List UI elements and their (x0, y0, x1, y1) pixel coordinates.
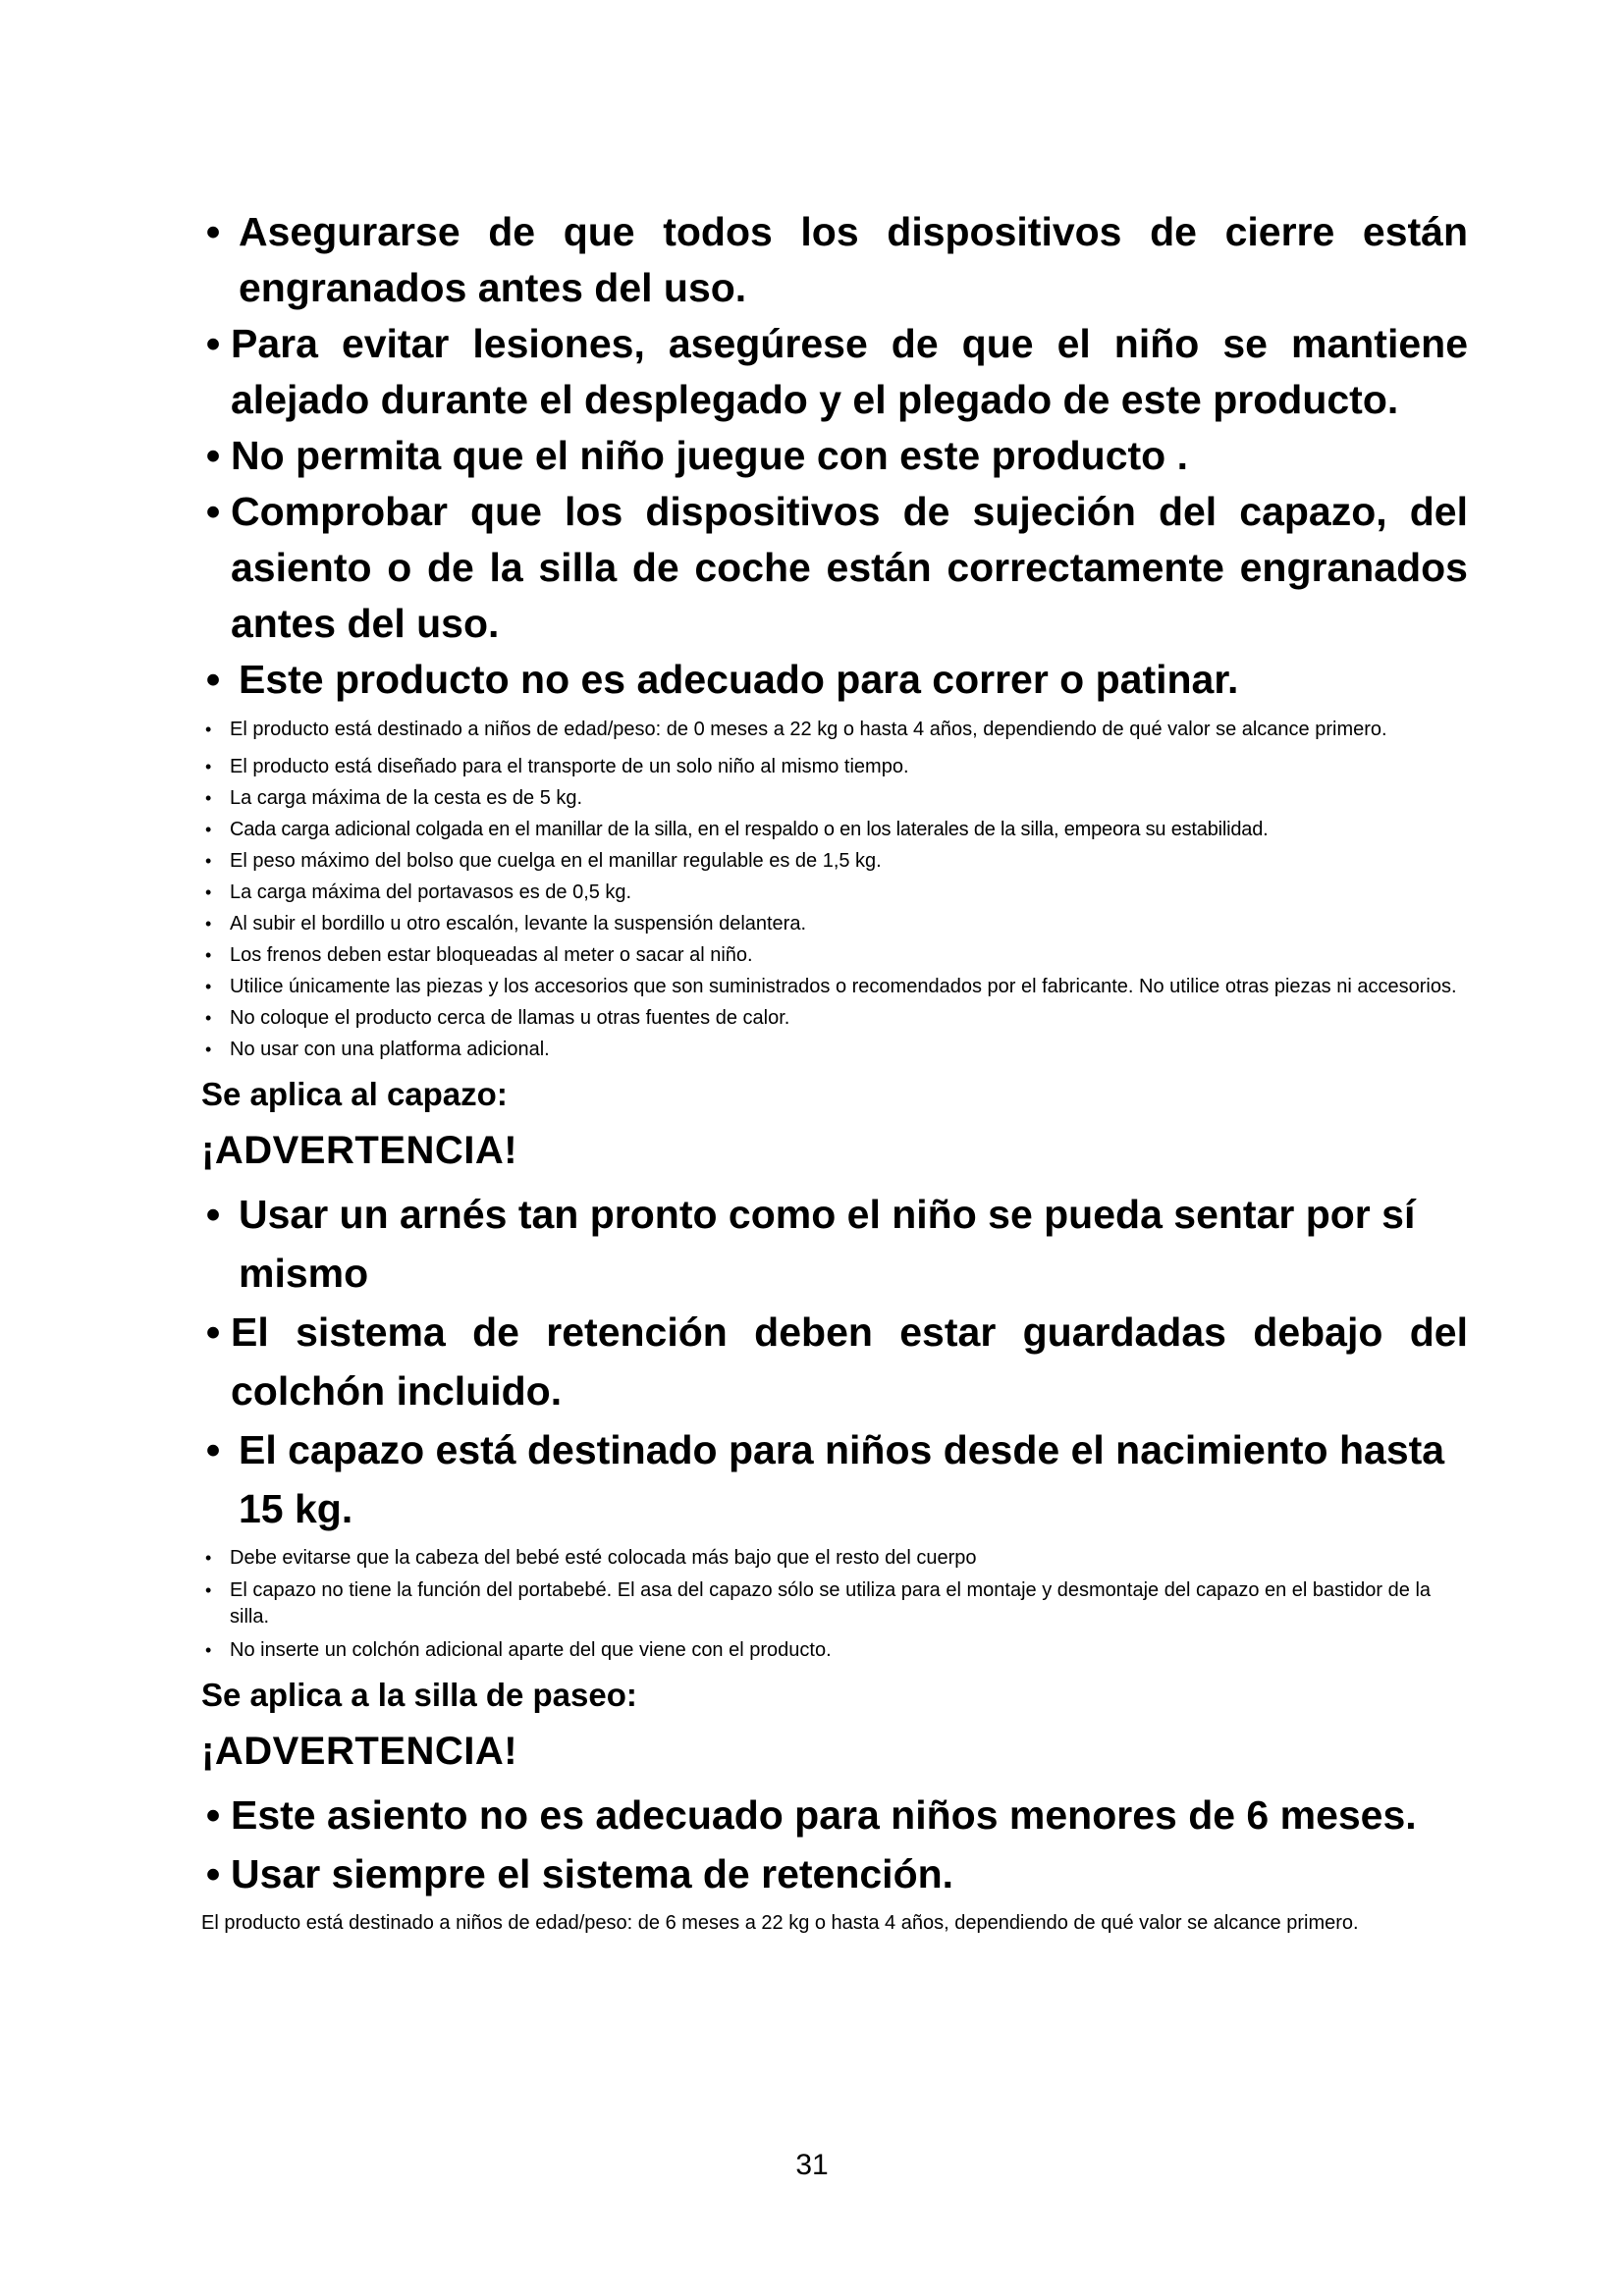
bullet-icon: • (205, 945, 212, 965)
warning-text: No permita que el niño juegue con este producto . (231, 433, 1188, 478)
list-item (201, 1185, 1468, 1303)
bullet-icon: • (205, 1008, 212, 1028)
section-heading-silla: Se aplica a la silla de paseo: (201, 1677, 637, 1713)
warning-text: Usar un arnés tan pronto como el niño se pueda sentar por sí mismo (239, 1192, 1416, 1296)
list-item (201, 814, 1468, 845)
bullet-icon: • (205, 882, 212, 902)
note-text: Debe evitarse que la cabeza del bebé esté colocada más bajo que el resto del cuerpo (230, 1547, 977, 1569)
bullet-icon: • (205, 209, 221, 254)
note-text: Utilice únicamente las piezas y los accesorios que son suministrados o recomendados por el fabricante. No utilice otras piezas ni accesorios. (230, 976, 1457, 997)
note-text: No usar con una platforma adicional. (230, 1039, 550, 1060)
list-item (201, 1577, 1468, 1630)
bullet-icon: • (205, 1548, 212, 1568)
list-item (201, 971, 1468, 1002)
bullet-icon: • (205, 820, 212, 839)
warning-text: Este producto no es adecuado para correr o patinar. (239, 657, 1239, 702)
bullet-icon: • (205, 1580, 212, 1600)
list-item (201, 939, 1468, 971)
bullet-icon: • (205, 1192, 221, 1237)
warning-text: Para evitar lesiones, asegúrese de que el niño se mantiene alejado durante el desplegado y el plegado de este producto. (231, 321, 1468, 422)
list-item (201, 316, 1468, 428)
note-text: No coloque el producto cerca de llamas u otras fuentes de calor. (230, 1007, 790, 1029)
list-item (201, 1542, 1468, 1574)
list-item (201, 877, 1468, 908)
note-text: La carga máxima del portavasos es de 0,5 kg. (230, 881, 632, 903)
list-item (201, 1303, 1468, 1420)
bullet-icon: • (205, 321, 221, 366)
warning-text: Comprobar que los dispositivos de sujeción del capazo, del asiento o de la silla de coche están correctamente engranados antes del uso. (231, 489, 1468, 646)
notes-list (201, 714, 1468, 1065)
list-item (201, 714, 1468, 745)
note-text: Los frenos deben estar bloqueadas al meter o sacar al niño. (230, 944, 753, 966)
bullet-icon: • (205, 657, 221, 702)
bullet-icon: • (205, 433, 221, 478)
list-item (201, 1034, 1468, 1065)
list-item (201, 1634, 1468, 1666)
list-item (201, 1786, 1468, 1844)
bullet-icon: • (205, 851, 212, 871)
list-item (201, 1420, 1468, 1538)
age-weight-note: El producto está destinado a niños de edad/peso: de 6 meses a 22 kg o hasta 4 años, dependiendo de qué valor se alcance primero. (201, 1912, 1359, 1934)
list-item (201, 1002, 1468, 1034)
warning-heading: ¡ADVERTENCIA! (201, 1730, 518, 1773)
list-item (201, 908, 1468, 939)
bullet-icon: • (205, 1040, 212, 1059)
list-item (201, 1844, 1468, 1903)
bullet-icon: • (205, 720, 212, 739)
note-text: La carga máxima de la cesta es de 5 kg. (230, 787, 583, 809)
list-item (201, 751, 1468, 782)
list-item (201, 204, 1468, 316)
warning-text: El sistema de retención deben estar guardadas debajo del colchón incluido. (231, 1309, 1468, 1414)
warning-text: Asegurarse de que todos los dispositivos de cierre están engranados antes del uso. (239, 209, 1468, 310)
section-heading-capazo: Se aplica al capazo: (201, 1076, 508, 1112)
bullet-icon: • (205, 1640, 212, 1660)
page-number: 31 (795, 2149, 829, 2181)
page-content (201, 204, 1468, 1939)
note-text: Al subir el bordillo u otro escalón, levante la suspensión delantera. (230, 913, 807, 934)
bullet-icon: • (205, 914, 212, 934)
list-item (201, 484, 1468, 652)
warning-heading: ¡ADVERTENCIA! (201, 1129, 518, 1172)
note-text: El producto está destinado a niños de edad/peso: de 0 meses a 22 kg o hasta 4 años, dependiendo de qué valor se alcance primero. (230, 719, 1387, 740)
note-text: No inserte un colchón adicional aparte del que viene con el producto. (230, 1639, 832, 1661)
warning-text: Usar siempre el sistema de retención. (231, 1851, 954, 1896)
bullet-icon: • (205, 788, 212, 808)
list-item (201, 652, 1468, 708)
bullet-icon: • (205, 1851, 221, 1896)
note-text: El producto está diseñado para el transporte de un solo niño al mismo tiempo. (230, 756, 909, 777)
bullet-icon: • (205, 977, 212, 996)
note-text: El capazo no tiene la función del portabebé. El asa del capazo sólo se utiliza para el montaje y desmontaje del capazo en el bastidor de la silla. (230, 1579, 1432, 1628)
list-item (201, 428, 1468, 484)
list-item (201, 782, 1468, 814)
bullet-icon: • (205, 1427, 221, 1472)
notes-list (201, 1542, 1468, 1666)
bullet-icon: • (205, 1792, 221, 1838)
bullet-icon: • (205, 1309, 221, 1355)
bullet-icon: • (205, 489, 221, 534)
warning-text: El capazo está destinado para niños desde el nacimiento hasta 15 kg. (239, 1427, 1445, 1531)
list-item (201, 845, 1468, 877)
warning-text: Este asiento no es adecuado para niños menores de 6 meses. (231, 1792, 1417, 1838)
note-text: El peso máximo del bolso que cuelga en el manillar regulable es de 1,5 kg. (230, 850, 882, 872)
note-text: Cada carga adicional colgada en el manillar de la silla, en el respaldo o en los laterales de la silla, empeora su estabilidad. (230, 819, 1269, 840)
bullet-icon: • (205, 757, 212, 776)
